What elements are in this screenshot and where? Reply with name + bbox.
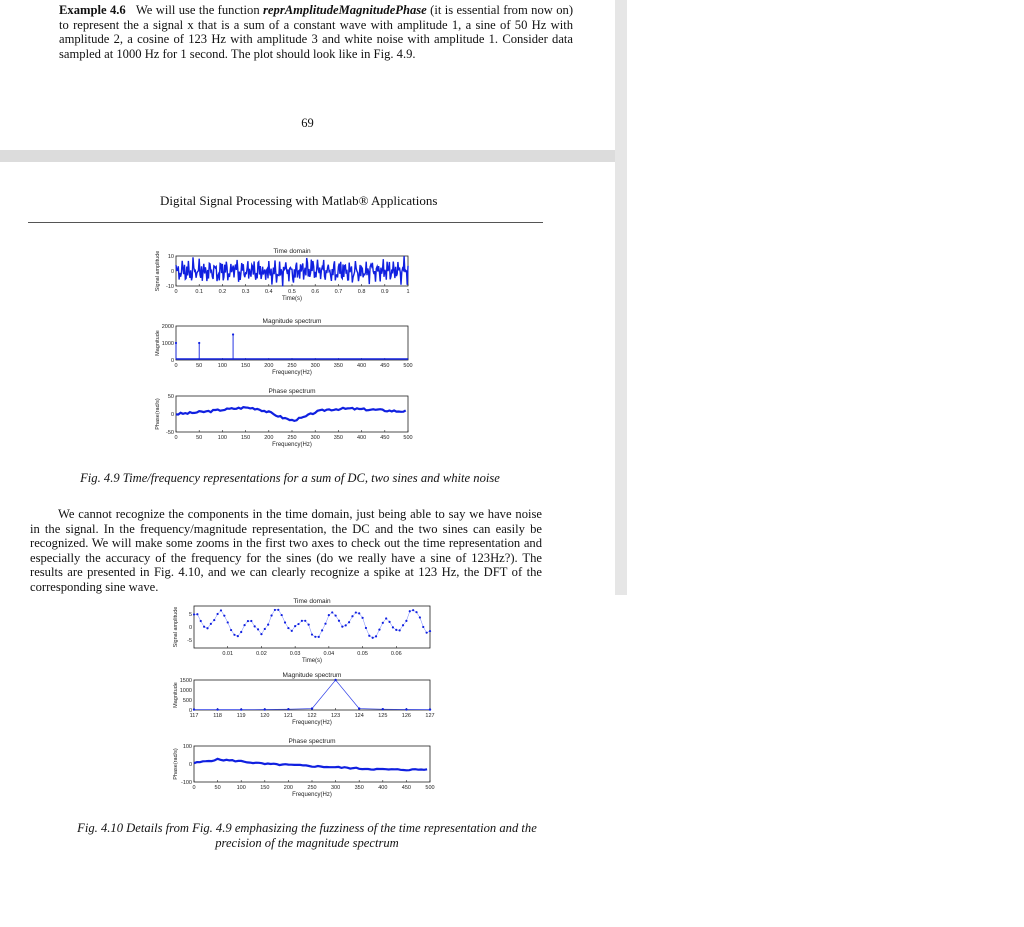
fig410-mag-point (311, 707, 313, 709)
fig410-time-point (287, 627, 289, 629)
fig410-time-xtick-label: 0.04 (323, 651, 335, 657)
fig410-time-point (335, 614, 337, 616)
fig49-time-xtick-label: 0.8 (357, 289, 366, 295)
fig49-mag-point (232, 333, 234, 335)
fig410-time-point (311, 633, 313, 635)
fig410-caption-line1: Fig. 4.10 Details from Fig. 4.9 emphasizing the fuzziness of the time representation and the (77, 821, 537, 835)
fig410-time-point (385, 617, 387, 619)
fig410-time-point (206, 627, 208, 629)
fig49-mag-xtick-label: 250 (287, 363, 297, 369)
fig410-time-point (291, 630, 293, 632)
fig410-mag-point (358, 707, 360, 709)
header-rule (28, 222, 543, 223)
fig49-phase-xtick-label: 50 (196, 435, 203, 441)
fig410-phase-xtick-label: 400 (378, 785, 388, 791)
fig49-phase-xlabel: Frequency(Hz) (272, 442, 312, 448)
fig49-time-xtick-label: 0 (174, 289, 178, 295)
fig410-time-point (254, 625, 256, 627)
fig49-phase-axes-frame (176, 396, 408, 432)
fig410-phase-xtick-label: 0 (192, 785, 196, 791)
fig410-mag-point (193, 708, 195, 710)
fig410-time-point (395, 629, 397, 631)
fig410-time-point (331, 611, 333, 613)
fig410-time-point (210, 623, 212, 625)
fig49-phase-xtick-label: 100 (217, 435, 227, 441)
fig49-time-signal-line (176, 256, 408, 286)
fig410-phase-xtick-label: 450 (401, 785, 411, 791)
fig410-phase-title: Phase spectrum (288, 738, 336, 745)
fig410-time-axes-frame (194, 606, 430, 648)
fig49-phase-xtick-label: 300 (310, 435, 320, 441)
fig410-time-point (220, 609, 222, 611)
fig49-time-xtick-label: 0.5 (288, 289, 296, 295)
fig410-caption-line2: precision of the magnitude spectrum (215, 836, 399, 850)
fig49-phase-xtick-label: 250 (287, 435, 297, 441)
fig49-phase-xtick-label: 350 (333, 435, 343, 441)
example-label: Example 4.6 (59, 3, 126, 17)
fig49-mag-xlabel: Frequency(Hz) (272, 370, 312, 376)
fig410-mag-point (405, 708, 407, 710)
fig410-mag-xtick-label: 120 (260, 713, 270, 719)
fig49-phase-xtick-label: 200 (264, 435, 274, 441)
fig410-time-ytick-label: -5 (187, 638, 192, 644)
fig49-mag-title: Magnitude spectrum (262, 318, 322, 325)
example-text-post: (it is essential from now on) to represent the a signal x that is a sum of a constant wave with amplitude 1, a sine of 50 Hz with amplitude 2, a cosine of 123 Hz with amplitude 3 and white noise with amplitude 1. Consider data sampled at 1000 Hz for 1 second. The plot should look like in Fig. 4.9. (59, 3, 574, 61)
fig410-phase-ylabel: Phase(rad/s) (173, 748, 179, 780)
fig410-time-point (321, 629, 323, 631)
fig410-time-point (378, 628, 380, 630)
fig410-mag-xtick-label: 121 (283, 713, 293, 719)
fig49-phase-xtick-label: 150 (241, 435, 251, 441)
fig410-phase-xtick-label: 50 (214, 785, 221, 791)
fig410-time-point (328, 614, 330, 616)
fig410-phase-xtick-label: 250 (307, 785, 317, 791)
fig410-time-point (240, 631, 242, 633)
fig410-time-ylabel: Signal amplitude (173, 606, 179, 648)
fig410-time-point (260, 633, 262, 635)
fig410-time-point (227, 621, 229, 623)
fig410-time-point (304, 620, 306, 622)
fig49-mag-axes-frame (176, 326, 408, 360)
fig410-time-point (284, 621, 286, 623)
fig410-time-point (274, 609, 276, 611)
fig410-time-xtick-label: 0.01 (222, 651, 234, 657)
fig410-time-point (200, 620, 202, 622)
fig410-mag-xtick-label: 127 (425, 713, 435, 719)
fig410-time-point (297, 623, 299, 625)
fig410-time-point (264, 628, 266, 630)
fig410-mag-ytick-label: 1000 (179, 688, 192, 694)
fig410-time-point (358, 612, 360, 614)
fig49-time-xtick-label: 0.4 (264, 289, 273, 295)
fig410-mag-xtick-label: 118 (213, 713, 222, 719)
fig410-mag-xtick-label: 123 (331, 713, 341, 719)
fig49-time-ytick-label: 10 (167, 254, 174, 260)
fig410-mag-line (194, 680, 430, 710)
fig410-time-point (419, 616, 421, 618)
fig410-time-point (308, 624, 310, 626)
fig410-time-point (399, 629, 401, 631)
fig410-mag-point (334, 679, 336, 681)
fig49-phase-ytick-label: -50 (166, 430, 174, 436)
fig410-phase-ytick-label: -100 (180, 780, 192, 786)
fig410-time-xlabel: Time(s) (301, 658, 323, 664)
fig410-mag-xtick-label: 117 (189, 713, 199, 719)
fig410-time-point (294, 625, 296, 627)
running-header: Digital Signal Processing with Matlab® Applications (160, 193, 438, 208)
fig49-phase-xtick-label: 450 (380, 435, 390, 441)
fig410-phase-xtick-label: 350 (354, 785, 364, 791)
fig410-time-point (365, 627, 367, 629)
fig49-time-xtick-label: 0.6 (311, 289, 320, 295)
figure-4-9 (142, 246, 442, 458)
fig410-time-point (281, 614, 283, 616)
body-paragraph: We cannot recognize the components in the time domain, just being able to say we have noise in the signal. In the frequency/magnitude representation, the DC and the two sines can easily be recognized. We will make some zooms in the first two axes to check out the time representation and especially the accuracy of the frequency for the sines (do we really have a sine of 123Hz?). The results are presented in Fig. 4.10, and we can clearly recognize a spike at 123 Hz, the DFT of the corresponding sine wave. (30, 507, 542, 594)
fig410-time-point (426, 632, 428, 634)
fig410-caption (40, 821, 574, 851)
fig49-mag-ylabel: Magnitude (155, 330, 161, 356)
fig410-phase-axes-frame (194, 746, 430, 782)
fig410-mag-xlabel: Frequency(Hz) (292, 720, 332, 726)
fig410-time-ytick-label: 5 (188, 612, 192, 618)
fig410-time-point (247, 620, 249, 622)
fig49-caption: Fig. 4.9 Time/frequency representations for a sum of DC, two sines and white noise (80, 471, 500, 485)
fig410-time-point (412, 609, 414, 611)
fig410-time-point (223, 615, 225, 617)
fig410-time-point (341, 626, 343, 628)
fig49-phase-ylabel: Phase(rad/s) (155, 398, 161, 430)
fig410-time-point (429, 630, 431, 632)
fig410-time-point (267, 623, 269, 625)
fig410-time-point (355, 611, 357, 613)
fig410-mag-point (264, 708, 266, 710)
fig49-phase-title: Phase spectrum (268, 388, 316, 395)
fig410-time-xtick-label: 0.05 (357, 651, 368, 657)
fig49-mag-point (175, 342, 177, 344)
fig49-time-ytick-label: -10 (166, 284, 174, 290)
fig410-mag-point (382, 708, 384, 710)
fig49-mag-ytick-label: 0 (170, 358, 174, 364)
fig410-phase-xtick-label: 150 (260, 785, 270, 791)
fig49-time-ylabel: Signal amplitude (155, 250, 161, 292)
figure-4-10 (160, 596, 455, 814)
fig49-mag-xtick-label: 200 (264, 363, 274, 369)
page-69 (0, 0, 615, 150)
fig410-time-point (230, 629, 232, 631)
fig410-mag-point (216, 708, 218, 710)
fig410-time-point (402, 624, 404, 626)
fig49-phase-xtick-label: 500 (403, 435, 413, 441)
fig49-time-xtick-label: 0.7 (334, 289, 343, 295)
fig410-time-point (348, 621, 350, 623)
fig410-time-ytick-label: 0 (188, 625, 192, 631)
fig410-phase-xtick-label: 300 (331, 785, 341, 791)
fig410-mag-axes-frame (194, 680, 430, 710)
fig410-time-xtick-label: 0.02 (256, 651, 267, 657)
fig410-phase-xlabel: Frequency(Hz) (292, 792, 332, 798)
fig49-phase-xtick-label: 400 (357, 435, 367, 441)
fig49-time-xtick-label: 0.3 (241, 289, 250, 295)
fig410-time-point (405, 620, 407, 622)
fig410-time-point (361, 617, 363, 619)
fig49-time-xtick-label: 0.9 (380, 289, 389, 295)
fig410-time-point (409, 610, 411, 612)
fig410-time-title: Time domain (293, 598, 331, 605)
fig410-time-point (257, 628, 259, 630)
fig49-phase-line (176, 407, 406, 421)
fig410-time-point (388, 621, 390, 623)
fig410-time-xtick-label: 0.06 (390, 651, 402, 657)
fig49-time-xlabel: Time(s) (281, 296, 303, 302)
fig410-time-point (277, 609, 279, 611)
fig49-mag-xtick-label: 0 (174, 363, 178, 369)
fig410-mag-ytick-label: 500 (182, 698, 192, 704)
fig410-time-point (270, 614, 272, 616)
fig410-phase-xtick-label: 500 (425, 785, 435, 791)
fig49-mag-xtick-label: 300 (310, 363, 320, 369)
fig49-mag-xtick-label: 100 (217, 363, 227, 369)
fig49-mag-xtick-label: 500 (403, 363, 413, 369)
fig410-phase-xtick-label: 100 (236, 785, 246, 791)
fig410-time-point (415, 611, 417, 613)
fig410-phase-line (194, 759, 427, 771)
example-text-pre: We will use the function (135, 3, 264, 17)
fig49-mag-xtick-label: 150 (241, 363, 251, 369)
fig410-time-xtick-label: 0.03 (289, 651, 301, 657)
function-name: reprAmplitudeMagnitudePhase (263, 3, 427, 17)
fig410-phase-ytick-label: 100 (182, 744, 192, 750)
fig410-time-point (314, 636, 316, 638)
fig49-mag-ytick-label: 2000 (161, 324, 174, 330)
fig410-mag-ylabel: Magnitude (173, 682, 179, 708)
fig410-time-point (375, 635, 377, 637)
fig410-time-point (233, 634, 235, 636)
page-number: 69 (301, 116, 314, 130)
fig410-mag-point (429, 708, 431, 710)
fig410-time-point (217, 613, 219, 615)
fig410-time-point (351, 615, 353, 617)
fig410-time-point (324, 623, 326, 625)
fig49-phase-xtick-label: 0 (174, 435, 178, 441)
example-paragraph (59, 3, 573, 61)
fig410-time-point (243, 624, 245, 626)
fig410-mag-ytick-label: 0 (188, 708, 192, 714)
fig49-mag-xtick-label: 50 (196, 363, 203, 369)
page-70 (0, 162, 615, 927)
fig410-time-point (203, 626, 205, 628)
fig410-time-point (372, 637, 374, 639)
fig410-phase-ytick-label: 0 (188, 762, 192, 768)
fig410-mag-xtick-label: 122 (307, 713, 317, 719)
fig49-mag-xtick-label: 400 (357, 363, 367, 369)
fig410-time-point (345, 624, 347, 626)
fig49-mag-xtick-label: 450 (380, 363, 390, 369)
fig410-mag-ytick-label: 1500 (179, 678, 192, 684)
fig49-time-ytick-label: 0 (170, 269, 174, 275)
fig410-mag-point (240, 708, 242, 710)
fig410-time-point (237, 635, 239, 637)
fig410-mag-title: Magnitude spectrum (282, 672, 342, 679)
viewer-scrollbar[interactable] (615, 0, 627, 595)
fig49-time-xtick-label: 0.1 (195, 289, 204, 295)
fig410-time-point (196, 613, 198, 615)
fig49-time-title: Time domain (273, 248, 311, 255)
fig410-mag-xtick-label: 125 (378, 713, 388, 719)
fig410-time-point (250, 620, 252, 622)
fig49-phase-ytick-label: 0 (170, 412, 174, 418)
fig410-time-point (338, 620, 340, 622)
fig410-time-point (422, 626, 424, 628)
fig410-time-point (392, 626, 394, 628)
fig49-time-xtick-label: 1 (406, 289, 410, 295)
fig410-time-point (213, 619, 215, 621)
fig410-time-point (382, 622, 384, 624)
fig410-time-point (318, 636, 320, 638)
fig410-mag-xtick-label: 126 (401, 713, 411, 719)
fig410-time-point (193, 613, 195, 615)
fig410-phase-xtick-label: 200 (283, 785, 293, 791)
fig49-mag-ytick-label: 1000 (161, 341, 174, 347)
fig49-mag-xtick-label: 350 (333, 363, 343, 369)
fig410-mag-point (287, 708, 289, 710)
fig410-time-point (368, 635, 370, 637)
fig410-mag-xtick-label: 124 (354, 713, 364, 719)
fig49-phase-ytick-label: 50 (167, 394, 174, 400)
fig410-mag-xtick-label: 119 (236, 713, 246, 719)
fig410-time-point (301, 620, 303, 622)
fig49-time-xtick-label: 0.2 (218, 289, 227, 295)
fig49-mag-point (198, 342, 200, 344)
